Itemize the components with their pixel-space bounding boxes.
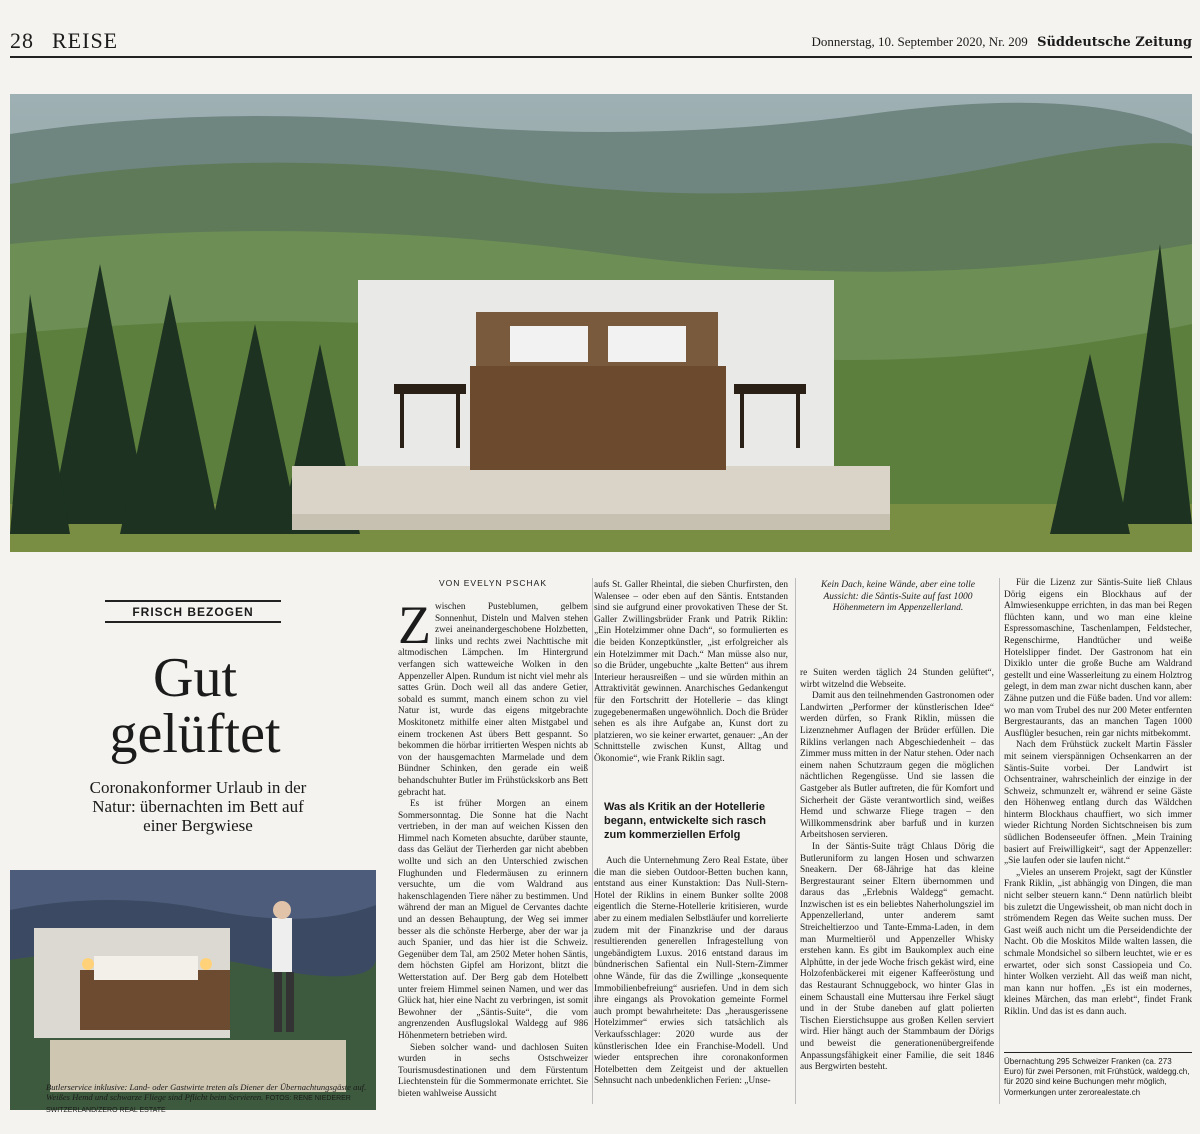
text-column — [594, 580, 788, 830]
caption-text: Butlerservice inklusive: Land- oder Gastwirte treten als Diener der Übernachtungsgäste auf. Weißes Hemd und schwarze Fliege sind Pflicht beim Servieren. — [46, 1082, 367, 1102]
body-paragraph: Sieben solcher wand- und dachlosen Suiten wurden in sechs Ostschweizer Tourismusdestinationen und dem Fürstentum Liechtenstein für die Sommermonate errichtet. Sie bieten wahlweise Aussicht — [398, 1042, 588, 1099]
article-kicker: FRISCH BEZOGEN — [105, 600, 281, 623]
inset-photo — [10, 870, 376, 1110]
body-paragraph: „Vieles an unserem Projekt, sagt der Künstler Frank Riklin, „ist abhängig von Dingen, die man nicht selber steuern kann.“ Denn natürlich bleibt bis zuletzt die Ungewissheit, ob man nicht doch in strömendem Regen das Weite suchen muss. Der Gast weiß auch nicht um die Perseidendichte der Nacht. Ob die Moskitos Milde walten lassen, die schmale Mondsichel so silbern leuchtet, wie er es erwartet, oder sich sonst Cassiopeia und Co. hinter Wolken verzieht. All das weiß man nicht, man kann nur hoffen. „Es ist ein modernes, kleines Märchen, das man erlebt“, findet Frank Riklin. Und das ist es dann auch. — [1004, 867, 1192, 1017]
headline-line: gelüftet — [109, 703, 281, 765]
column-divider — [795, 578, 796, 1104]
dateline — [812, 34, 1192, 50]
body-paragraph: In der Säntis-Suite trägt Chlaus Dörig die Butleruniform zu langen Hosen und schwarzen Sneakern. Der 68-Jährige hat das kleine Bergrestaurant seiner Eltern übernommen und daraus das „Erlebnis Waldegg“ gemacht. Inzwischen ist es ein beliebtes Naherholungsziel im Appenzellerland, unter anderem samt Streicheltierzoo und Tante-Emma-Laden, in dem man Murmeltieröl und Appenzeller Whisky erstehen kann. Es gibt im Baukomplex auch eine Alphütte, in der jede Woche frisch gekäst wird, eine Holzofenbäckerei mit eigener Kaffeeröstung und das Restaurant Schnuggebock, wo hinter Glas in einem Schaustall eine Muttersau ihre Ferkel säugt und in der Stube daneben auf glatt polierten Tischen Eierstichsuppe aus großen Kellen serviert wird. Hier hängt auch der Stammbaum der Dörigs und beweist die generationenübergreifende Anpassungsfähigkeit einer Familie, die seit 1846 aus Bergwirten besteht. — [800, 841, 994, 1073]
text-column — [594, 856, 788, 1106]
headline-line: Gut — [153, 647, 237, 709]
body-paragraph: Damit aus den teilnehmenden Gastronomen oder Landwirten „Performer der künstlerischen Idee“ werden dürfen, so Frank Riklin, müssen die Lizenznehmer Auflagen der Brüder erfüllen. Die Riklins verlangen nach Abgeschiedenheit – das Zimmer muss mitten in der Natur stehen. Oder nach einem nahen Schutzraum gegen die möglichen nächtlichen Regengüsse. Und sie lassen die Gastgeber als Butler auftreten, die für Komfort und Sicherheit der Gäste verantwortlich sind, weißes Hemd und schwarze Fliege tragen – den Willkommensdrink aber barfuß und in kurzen Arbeitshosen servieren. — [800, 691, 994, 841]
newspaper-logo: Süddeutsche Zeitung — [1037, 35, 1192, 50]
travel-info-box: Übernachtung 295 Schweizer Franken (ca. 273 Euro) für zwei Personen, mit Frühstück, waldegg.ch, für 2020 sind keine Buchungen mehr möglich, Vormerkungen unter zerorealestate.ch — [1004, 1052, 1192, 1098]
photo-credit: FOTOS: RENE NIEDERER SWITZERLAND/ZERO REAL ESTATE — [46, 1095, 351, 1114]
body-paragraph: re Suiten werden täglich 24 Stunden gelüftet“, wirbt witzelnd die Webseite. — [800, 668, 994, 690]
page-number: 28 — [10, 28, 34, 53]
body-paragraph: Es ist früher Morgen an einem Sommersonntag. Die Sonne hat die Nacht vertrieben, in der man auf weichen Kissen den Himmel nach Kometen absuchte, darüber staunte, dass das Geläut der Tierherden gar nicht abebben wollte und sich an den Unterschied zwischen Flughunden und Fledermäusen zu erinnern versuchte, um die vom Waldrand aus hakenschlagenden Tiere näher zu bestimmen. Und während der man an Miguel de Cervantes dachte und an dessen Behauptung, der Weg sei immer besser als die schönste Herberge, aber der war ja auch Spanier, und das hier ist die Schweiz. Gegenüber dem Tal, am 2502 Meter hohen Säntis, dem höchsten Gipfel am Horizont, blitzt die Wetterstation auf. Der Berg gab dem Hotelbett unter freiem Himmel seinen Namen, und wer das Glück hat, hier eine Nacht zu verbringen, ist somit Bewohner der „Säntis-Suite“, die vom angrenzenden Ausflugslokal Waldegg auf 986 Höhenmetern betrieben wird. — [398, 799, 588, 1041]
body-paragraph: Für die Lizenz zur Säntis-Suite ließ Chlaus Dörig eigens ein Blockhaus auf der Almwiesenkuppe errichten, in das man bei Regen flüchten kann, und wo man eine kleine Espressomaschine, Taschenlampen, Feldstecher, Regenschirme, Handtücher und weiße Hotelslipper findet. Der Gastronom hat ein Dixiklo unter die große Buche am Waldrand gestellt und eine Wasserleitung zu einem Holztrog gelegt, in dem man zwar nicht duschen kann, aber Zähne putzen und die Füße baden. Und vor allem: wo man vom Trubel des nur 200 Meter entfernten Bergrestaurants, das an manchen Tagen 1000 Ausflügler besuchen, rein gar nichts mitbekommt. — [1004, 578, 1192, 739]
column-divider — [999, 578, 1000, 1104]
article-headline — [30, 647, 360, 765]
body-paragraph: aufs St. Galler Rheintal, die sieben Churfirsten, den Walensee – oder eben auf den Säntis. Entstanden sind sie aufgrund einer provokativen These der St. Galler Zwillingsbrüder Frank und Patrik Riklin: „Ein Hotelzimmer ohne Dach“, so formulierten es die beiden Konzeptkünstler, „ist erfolgreicher als ein Hotelzimmer mit Dach.“ Man müsse also nur, so die Brüder, ungebuchte „kalte Betten“ aus ihrem Interieur herausreißen – und sie würden mithin an Attraktivität gewinnen. Anarchisches Gedankengut für den Fortschritt der Hotellerie – das klingt zugegebenermaßen ungewöhnlich. Doch die Brüder sehen es als ihre Aufgabe an, Kunst dort zu platzieren, wo sie keiner erwartet, genauer: „An der Schnittstelle zwischen Kunst, Alltag und Ökonomie“, wie Frank Riklin sagt. — [594, 580, 788, 764]
article-byline: VON EVELYN PSCHAK — [438, 578, 547, 588]
article-subhead: Was als Kritik an der Hotellerie begann, entwickelte sich rasch zum kommerziellen Erfolg — [604, 801, 767, 841]
text-column — [398, 602, 588, 1102]
body-paragraph: Nach dem Frühstück zuckelt Martin Fässler mit seinem vierspännigen Ochsenkarren an der Säntis-Suite vorbei. Der Landwirt ist Ochsentrainer, wahrscheinlich der einzige in der Schweiz, schmunzelt er, während er seine Gäste den Höhenweg entlang durch das Wäldchen hinterm Blockhaus chauffiert, wo sich immer wieder Richtung Norden Sichtschneisen bis zum südlichen Bodenseeufer öffnen. „Mein Training basiert auf Freiwilligkeit“, sagt der Appenzeller: „Sie laufen oder sie laufen nicht.“ — [1004, 740, 1192, 867]
section-name: REISE — [52, 28, 119, 53]
drop-cap: Z — [398, 602, 431, 655]
issue-date: Donnerstag, 10. September 2020, Nr. 209 — [811, 34, 1028, 49]
header-rule — [10, 56, 1192, 58]
page-folio — [10, 28, 118, 54]
photo-caption-quote: Kein Dach, keine Wände, aber eine tolle Aussicht: die Säntis-Suite auf fast 1000 Höhenmetern im Appenzellerland. — [820, 580, 976, 614]
body-paragraph: Zwischen Pusteblumen, gelbem Sonnenhut, Disteln und Malven stehen zwei aneinandergeschobene Holzbetten, links und rechts zwei Nachttische mit altmodischen Lämpchen. Im Hintergrund verfangen sich watteweiche Wolken in den Appenzeller Alpen. Rundum ist nicht viel mehr als sattes Grün. Doch weil all das andere Getier, sobald es summt, manch einem schon zu viel Natur ist, wurde das eigens mitgebrachte Moskitonetz mithilfe einer alten Mistgabel und einem trockenen Ast übers Bett gespannt. So bekommen die hörbar irritierten Wespen nichts ab von der hausgemachten Marmelade und dem Bündner Schinken, den gerade ein weiß behandschuhter Butler im Frühstückskorb ans Bett gebracht hat. — [398, 602, 588, 798]
column-divider — [592, 578, 593, 1104]
inset-caption — [46, 1082, 376, 1116]
body-paragraph: Auch die Unternehmung Zero Real Estate, über die man die sieben Outdoor-Betten buchen kann, entstand aus einer Kunstaktion: Das Null-Stern-Hotel der Riklins in einem Bunker sollte 2008 eigentlich die Sterne-Hotellerie kritisieren, wurde aber zu einem medialen Selbstläufer und korrelierte zudem mit der Finanzkrise und der daraus resultierenden generellen Infragestellung von ungebändigtem Luxus. 2016 entstand daraus im bündnerischen Safiental ein Null-Stern-Zimmer ohne Wände, für das die Zwillinge „konsequente Immobilienbefreiung“ ausriefen. Und in dem sich ihre eingangs als Provokation gemeinte Formel auch prompt bewahrheitete: Das „herausgerissene Hotelzimmer“ erwies sich tatsächlich als Verkaufsschlager: 2020 wurde aus der künstlerischen Idee ein Franchise-Modell. Und wieder entsprechen ihre coronakonformen Hotelbetten dem Zeitgeist und der aktuellen Sehnsucht nach unbedenklichen Ferien: „Unse- — [594, 856, 788, 1087]
article-dek: Coronakonformer Urlaub in der Natur: übernachten im Bett auf einer Bergwiese — [89, 778, 307, 835]
text-column — [800, 668, 994, 1104]
text-column — [1004, 578, 1192, 1048]
hero-photo — [10, 94, 1192, 552]
